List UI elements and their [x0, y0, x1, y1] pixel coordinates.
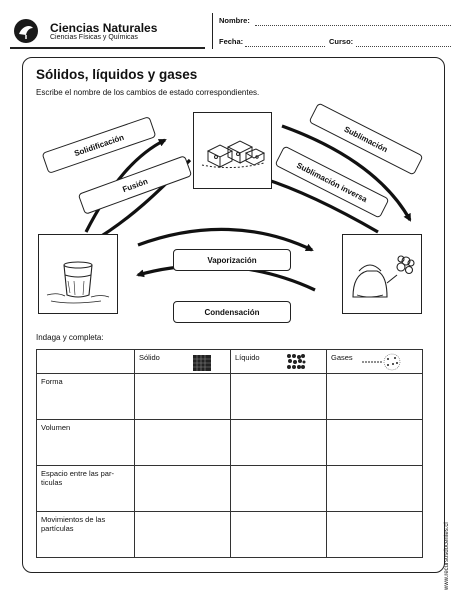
kettle-steam-image: [342, 234, 422, 314]
label-sublimacion: Sublimación: [308, 102, 423, 175]
liquid-particles-icon: [286, 353, 306, 371]
table-prompt: Indaga y completa:: [36, 333, 104, 342]
cell-volumen-liquido[interactable]: [231, 420, 327, 466]
column-header-gases: Gases: [327, 350, 423, 374]
cell-volumen-solido[interactable]: [135, 420, 231, 466]
gas-particles-icon: [360, 353, 404, 371]
brand-subtitle: Ciencias Físicas y Químicas: [50, 34, 138, 41]
label-condensacion: Condensación: [173, 301, 291, 323]
solid-particles-icon: [192, 354, 212, 372]
worksheet-instruction: Escribe el nombre de los cambios de estado correspondientes.: [36, 88, 260, 97]
cell-movimientos-liquido[interactable]: [231, 512, 327, 558]
worksheet-title: Sólidos, líquidos y gases: [36, 67, 198, 82]
states-table: [36, 349, 423, 558]
date-label: Fecha:: [219, 37, 244, 46]
label-solidificacion: Solidificación: [42, 116, 157, 174]
row-label-movimientos: Movimientos de las partículas: [37, 512, 135, 558]
cell-espacio-solido[interactable]: [135, 466, 231, 512]
water-glass-image: [38, 234, 118, 314]
name-label: Nombre:: [219, 16, 250, 25]
cell-forma-solido[interactable]: [135, 374, 231, 420]
column-header-solido: Sólido: [135, 350, 231, 374]
ice-cubes-image: [193, 112, 272, 189]
cell-espacio-liquido[interactable]: [231, 466, 327, 512]
cell-volumen-gases[interactable]: [327, 420, 423, 466]
table-corner-cell: [37, 350, 135, 374]
column-header-liquido: Líquido: [231, 350, 327, 374]
cell-movimientos-solido[interactable]: [135, 512, 231, 558]
label-vaporizacion: Vaporización: [173, 249, 291, 271]
course-label: Curso:: [329, 37, 354, 46]
label-sublimacion-inversa: Sublimación inversa: [274, 145, 389, 218]
row-label-forma: Forma: [37, 374, 135, 420]
row-label-volumen: Volumen: [37, 420, 135, 466]
row-label-espacio: Espacio entre las par- ticulas: [37, 466, 135, 512]
cell-espacio-gases[interactable]: [327, 466, 423, 512]
cell-forma-gases[interactable]: [327, 374, 423, 420]
cell-movimientos-gases[interactable]: [327, 512, 423, 558]
label-fusion: Fusión: [78, 155, 193, 215]
website-credit: www.recursosdocentes.cl: [444, 522, 450, 590]
cell-forma-liquido[interactable]: [231, 374, 327, 420]
brand-title: Ciencias Naturales: [50, 21, 158, 35]
arrow-vaporizacion: [138, 229, 312, 250]
